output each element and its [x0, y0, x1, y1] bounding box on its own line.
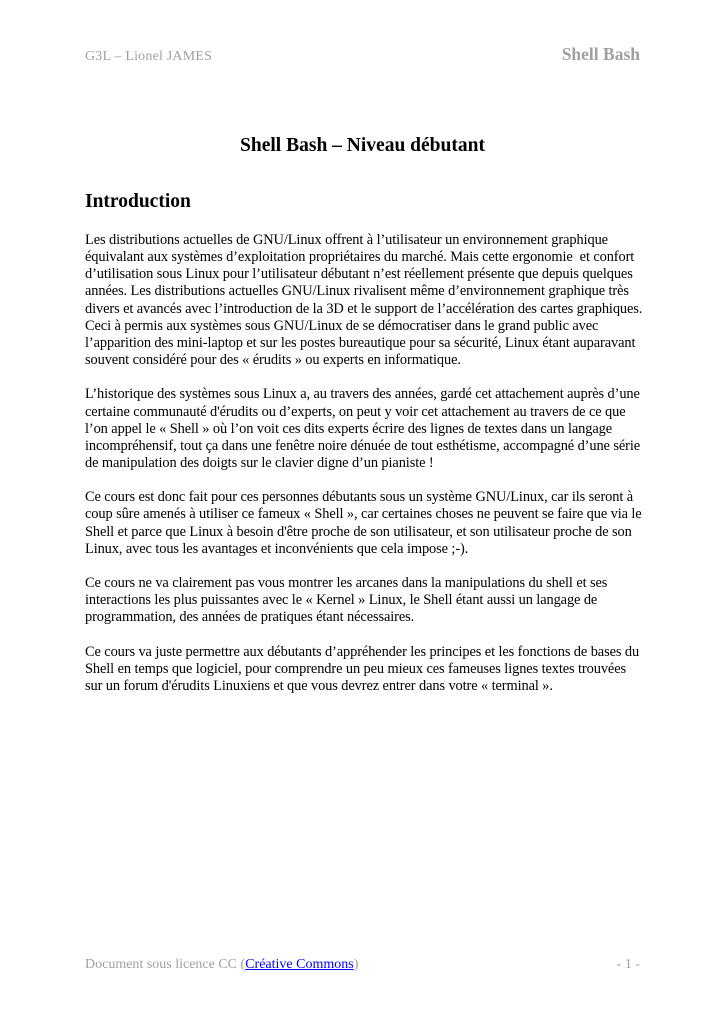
- document-body: [85, 232, 646, 712]
- page-title: Shell Bash – Niveau débutant: [240, 135, 485, 156]
- license-suffix: ): [353, 957, 359, 972]
- creative-commons-link[interactable]: Créative Commons: [245, 957, 354, 972]
- header-doc-title: Shell Bash: [561, 44, 640, 64]
- license-prefix: Document sous licence CC (: [85, 957, 246, 972]
- license-text: [85, 957, 358, 973]
- page-header: [85, 44, 640, 65]
- header-author: G3L – Lionel JAMES: [85, 49, 213, 64]
- paragraph: Ce cours est donc fait pour ces personnes débutants sous un système GNU/Linux, car ils seront à coup sûre amenés à utiliser ce fameux « Shell », car certaines choses ne peuvent se faire que via le Shell et parce que Linux à besoin d'être proche de son utilisateur, et son utilisateur proche de son Linux, avec tous les avantages et inconvénients que cela impose ;-).: [85, 489, 646, 557]
- page-footer: [85, 957, 640, 973]
- section-heading-introduction: Introduction: [85, 191, 191, 212]
- paragraph: L’historique des systèmes sous Linux a, au travers des années, gardé cet attachement auprès d’une certaine communauté d'érudits ou d’experts, on peut y voir cet attachement au travers de ce que l’on appel le « Shell » où l’on voit ces dits experts écrire des lignes de textes dans un langage incompréhensif, tout ça dans une fenêtre noire dénuée de tout esthétisme, accompagné d’une série de manipulation des doigts sur le clavier digne d’un pianiste !: [85, 386, 644, 472]
- paragraph: Ce cours va juste permettre aux débutants d’appréhender les principes et les fonctions de bases du Shell en temps que logiciel, pour comprendre un peu mieux ces fameuses lignes textes trouvées sur un forum d'érudits Linuxiens et que vous devrez entrer dans votre « terminal ».: [85, 643, 643, 694]
- paragraph: Ce cours ne va clairement pas vous montrer les arcanes dans la manipulations du shell et ses interactions les plus puissantes avec le « Kernel » Linux, le Shell étant aussi un langage de programmation, des années de pratiques étant nécessaires.: [85, 575, 611, 626]
- page-number: - 1 -: [616, 957, 640, 972]
- paragraph: Les distributions actuelles de GNU/Linux offrent à l’utilisateur un environnement graphique équivalant aux systèmes d’exploitation propriétaires du marché. Mais cette ergonomie et confort d’utilisation sous Linux pour l’utilisateur débutant n’est réellement présente que depuis quelques années. Les distributions actuelles GNU/Linux rivalisent même d’environnement graphique très divers et avancés avec l’introduction de la 3D et le support de l’accélération des cartes graphiques. Ceci à permis aux systèmes sous GNU/Linux de se démocratiser dans le grand public avec l’apparition des mini-laptop et sur les postes bureautique pour sa sécurité, Linux étant auparavant souvent considéré pour des « érudits » ou experts en informatique.: [85, 232, 646, 369]
